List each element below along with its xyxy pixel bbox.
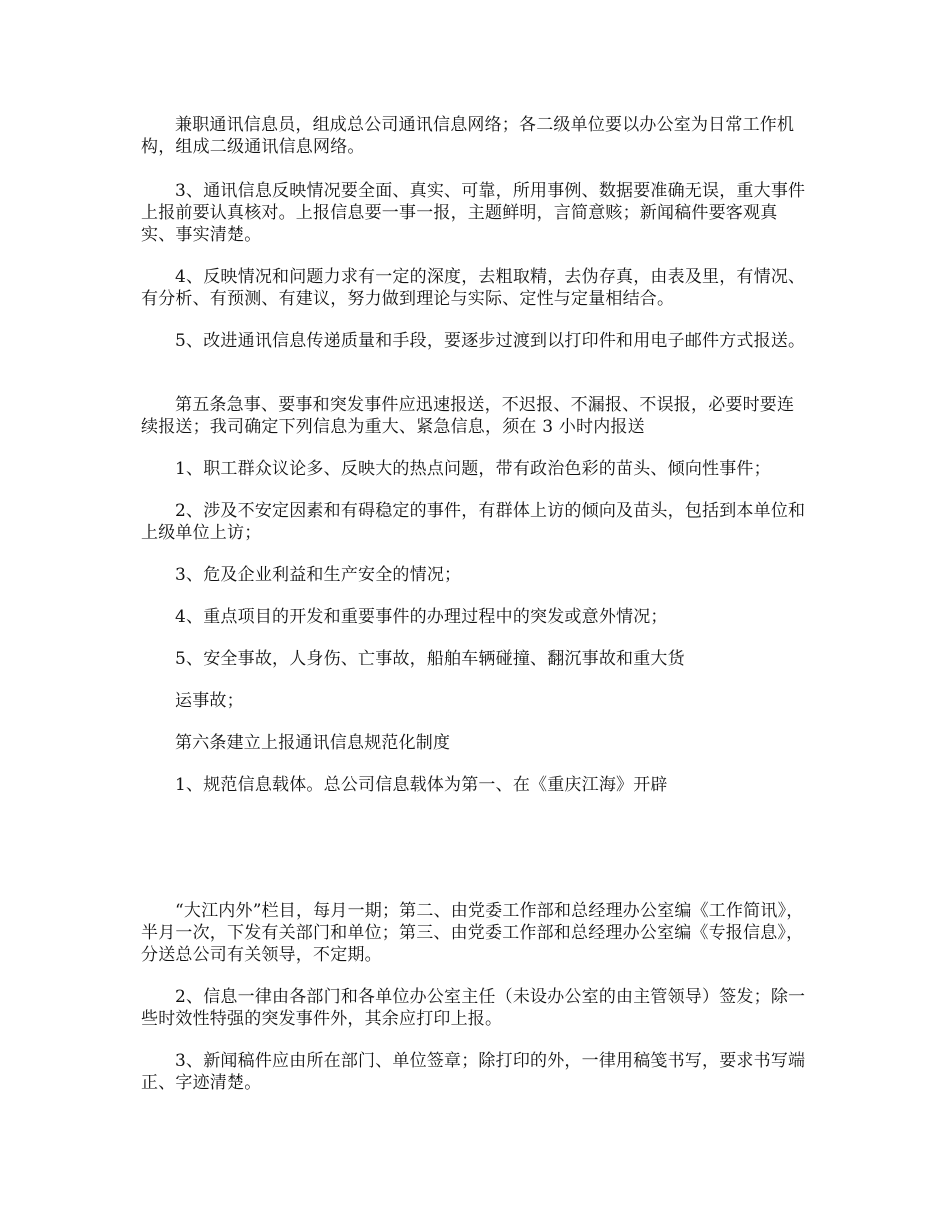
paragraph-10: 5、安全事故，人身伤、亡事故，船舶车辆碰撞、翻沉事故和重大货	[175, 649, 685, 669]
paragraph-16: 3、新闻稿件应由所在部门、单位签章；除打印的外，一律用稿笺书写，要求书写端正、字迹清楚。	[141, 1051, 806, 1093]
paragraph-11: 运事故；	[175, 691, 244, 711]
paragraph-1: 兼职通讯信息员，组成总公司通讯信息网络；各二级单位要以办公室为日常工作机构，组成二级通讯信息网络。	[141, 115, 795, 157]
paragraph-7: 2、涉及不安定因素和有碍稳定的事件，有群体上访的倾向及苗头，包括到本单位和上级单位上访；	[141, 501, 806, 543]
paragraph-2: 3、通讯信息反映情况要全面、真实、可靠，所用事例、数据要准确无误，重大事件上报前要认真核对。上报信息要一事一报，主题鲜明，言简意赅；新闻稿件要客观真实、事实清楚。	[141, 181, 806, 245]
paragraph-9: 4、重点项目的开发和重要事件的办理过程中的突发或意外情况；	[175, 607, 668, 627]
paragraph-6: 1、职工群众议论多、反映大的热点问题，带有政治色彩的苗头、倾向性事件；	[175, 459, 771, 479]
paragraph-15: 2、信息一律由各部门和各单位办公室主任（未设办公室的由主管领导）签发；除一些时效性特强的突发事件外，其余应打印上报。	[141, 987, 806, 1029]
paragraph-3: 4、反映情况和问题力求有一定的深度，去粗取精，去伪存真，由表及里，有情况、有分析、有预测、有建议，努力做到理论与实际、定性与定量相结合。	[141, 267, 806, 309]
paragraph-14: “大江内外”栏目，每月一期；第二、由党委工作部和总经理办公室编《工作简讯》，半月一次，下发有关部门和单位；第三、由党委工作部和总经理办公室编《专报信息》，分送总公司有关领导，不定期。	[141, 901, 804, 965]
paragraph-4: 5、改进通讯信息传递质量和手段，要逐步过渡到以打印件和用电子邮件方式报送。	[175, 331, 806, 351]
paragraph-13: 1、规范信息载体。总公司信息载体为第一、在《重庆江海》开辟	[175, 775, 668, 795]
paragraph-12: 第六条建立上报通讯信息规范化制度	[175, 733, 451, 753]
paragraph-5: 第五条急事、要事和突发事件应迅速报送，不迟报、不漏报、不误报，必要时要连续报送；我司确定下列信息为重大、紧急信息，须在 3 小时内报送	[141, 395, 795, 437]
paragraph-8: 3、危及企业利益和生产安全的情况；	[175, 565, 462, 585]
